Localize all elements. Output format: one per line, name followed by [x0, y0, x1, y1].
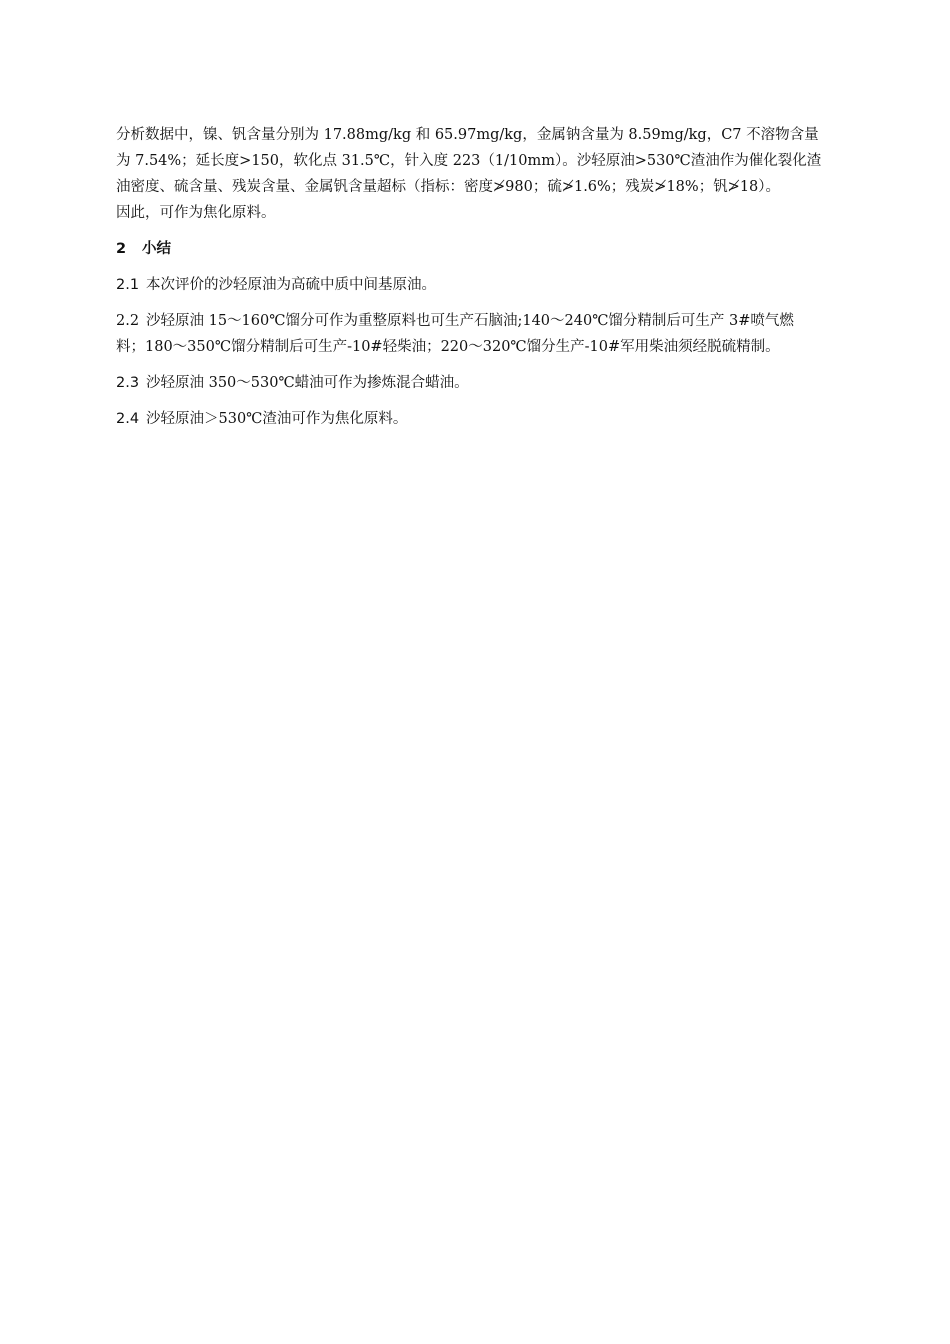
item-number: 2.3	[116, 375, 140, 391]
section-heading	[116, 236, 860, 262]
intro-line: 为 7.54%；延长度>150，软化点 31.5℃，针入度 223（1/10mm）。沙轻原油>530℃渣油作为催化裂化渣	[116, 153, 822, 169]
intro-paragraph	[116, 122, 860, 226]
item-number: 2.2	[116, 313, 140, 329]
intro-line: 油密度、硫含量、残炭含量、金属钒含量超标（指标：密度≯980；硫≯1.6%；残炭≯18%；钒≯18）。	[116, 179, 781, 195]
item-text: 料；180～350℃馏分精制后可生产-10#轻柴油；220～320℃馏分生产-10#军用柴油须经脱硫精制。	[116, 339, 780, 355]
document-content	[116, 122, 860, 432]
summary-item	[116, 370, 860, 396]
summary-item	[116, 308, 860, 360]
item-number: 2.4	[116, 411, 140, 427]
summary-item	[116, 272, 860, 298]
intro-line: 分析数据中，镍、钒含量分别为 17.88mg/kg 和 65.97mg/kg，金属钠含量为 8.59mg/kg，C7 不溶物含量	[116, 127, 819, 143]
section-title: 小结	[142, 241, 171, 257]
item-text: 沙轻原油 15～160℃馏分可作为重整原料也可生产石脑油;140～240℃馏分精制后可生产 3#喷气燃	[146, 313, 794, 329]
item-number: 2.1	[116, 277, 140, 293]
item-text: 沙轻原油 350～530℃蜡油可作为掺炼混合蜡油。	[146, 375, 469, 391]
item-text: 本次评价的沙轻原油为高硫中质中间基原油。	[146, 277, 436, 293]
intro-line: 因此，可作为焦化原料。	[116, 205, 276, 221]
summary-item	[116, 406, 860, 432]
item-text: 沙轻原油＞530℃渣油可作为焦化原料。	[146, 411, 408, 427]
section-number: 2	[116, 241, 127, 257]
